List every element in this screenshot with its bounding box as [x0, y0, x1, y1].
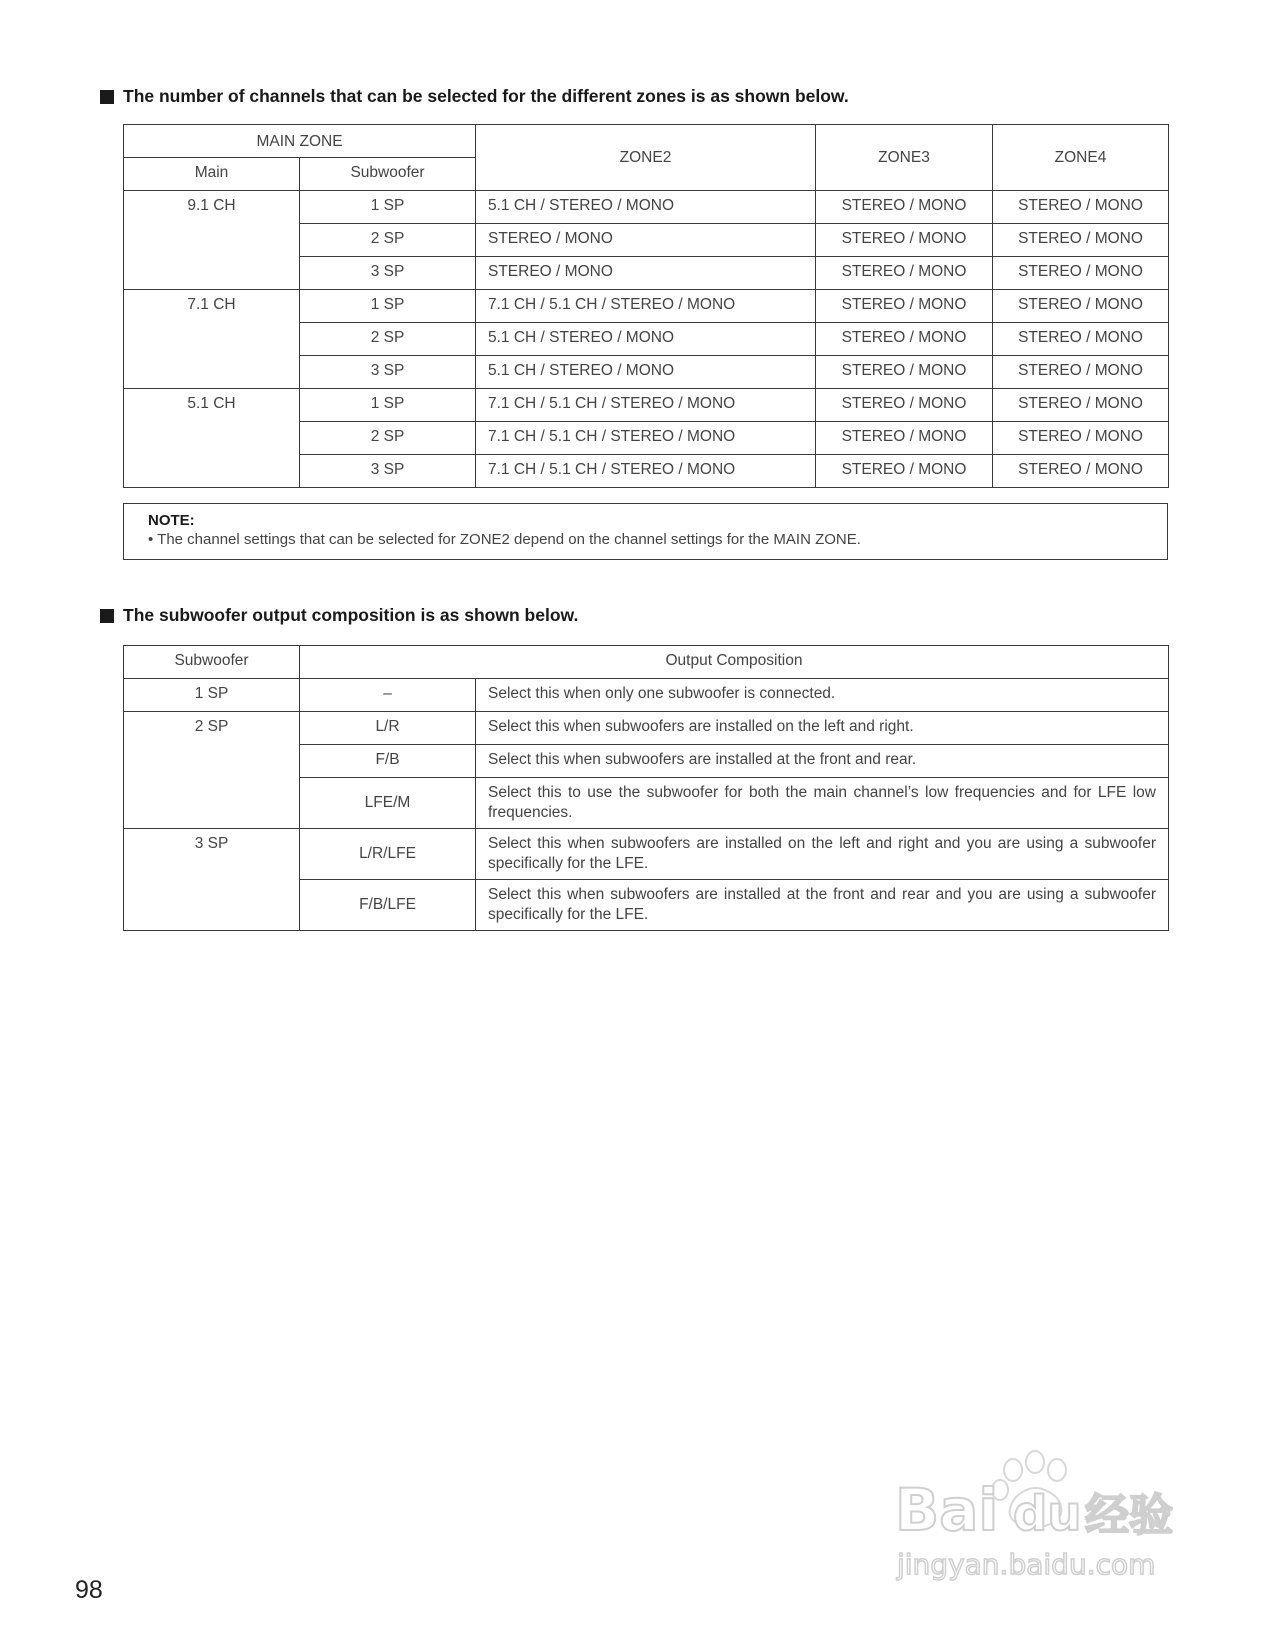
zone4-cell: STEREO / MONO	[993, 389, 1169, 422]
zone4-cell: STEREO / MONO	[993, 224, 1169, 257]
zone4-cell: STEREO / MONO	[993, 257, 1169, 290]
zone3-cell: STEREO / MONO	[816, 191, 993, 224]
zone3-cell: STEREO / MONO	[816, 257, 993, 290]
subwoofer-cell: 1 SP	[300, 290, 476, 323]
channels-section-heading	[100, 86, 849, 107]
description-cell: Select this when subwoofers are installed at the front and rear and you are using a subwoofer specifically for the LFE.	[476, 880, 1169, 931]
main-channel-cell: 9.1 CH	[124, 191, 300, 290]
zone4-cell: STEREO / MONO	[993, 455, 1169, 488]
zone2-cell: STEREO / MONO	[476, 257, 816, 290]
svg-text:Bai: Bai	[895, 1476, 999, 1544]
subwoofer-count-cell: 1 SP	[124, 679, 300, 712]
zone2-cell: 5.1 CH / STEREO / MONO	[476, 323, 816, 356]
page-number: 98	[75, 1576, 103, 1604]
description-cell: Select this when subwoofers are installed at the front and rear.	[476, 745, 1169, 778]
zone2-cell: 7.1 CH / 5.1 CH / STEREO / MONO	[476, 389, 816, 422]
zone3-cell: STEREO / MONO	[816, 290, 993, 323]
subwoofer-cell: 2 SP	[300, 422, 476, 455]
zone4-cell: STEREO / MONO	[993, 191, 1169, 224]
svg-text:du: du	[1013, 1486, 1082, 1542]
zone2-cell: 5.1 CH / STEREO / MONO	[476, 356, 816, 389]
mode-cell: L/R/LFE	[300, 829, 476, 880]
main-channel-cell: 7.1 CH	[124, 290, 300, 389]
description-cell: Select this when subwoofers are installed on the left and right.	[476, 712, 1169, 745]
table-row	[124, 191, 1169, 224]
header-subwoofer: Subwoofer	[300, 158, 476, 191]
zone3-cell: STEREO / MONO	[816, 422, 993, 455]
channels-heading-text: The number of channels that can be selected for the different zones is as shown below.	[123, 86, 849, 106]
note-box	[123, 503, 1168, 560]
subwoofer-cell: 3 SP	[300, 356, 476, 389]
header-zone3: ZONE3	[816, 125, 993, 191]
note-title: NOTE:	[148, 512, 195, 529]
header-main: Main	[124, 158, 300, 191]
zone2-cell: 7.1 CH / 5.1 CH / STEREO / MONO	[476, 290, 816, 323]
subwoofer-cell: 3 SP	[300, 455, 476, 488]
mode-cell: LFE/M	[300, 778, 476, 829]
zone3-cell: STEREO / MONO	[816, 224, 993, 257]
zone3-cell: STEREO / MONO	[816, 389, 993, 422]
svg-text:经验: 经验	[1085, 1490, 1173, 1541]
table-header-row	[124, 646, 1169, 679]
subwoofer-count-cell: 2 SP	[124, 712, 300, 829]
zone4-cell: STEREO / MONO	[993, 323, 1169, 356]
zone2-cell: 5.1 CH / STEREO / MONO	[476, 191, 816, 224]
table-row	[124, 679, 1169, 712]
header-subwoofer: Subwoofer	[124, 646, 300, 679]
table-row	[124, 829, 1169, 880]
subwoofer-count-cell: 3 SP	[124, 829, 300, 931]
subwoofer-output-table	[123, 645, 1169, 931]
zone3-cell: STEREO / MONO	[816, 455, 993, 488]
zone-channels-table	[123, 124, 1169, 488]
subwoofer-section-heading	[100, 605, 578, 626]
main-channel-cell: 5.1 CH	[124, 389, 300, 488]
subwoofer-cell: 1 SP	[300, 191, 476, 224]
baidu-watermark-logo	[895, 1448, 1195, 1598]
subwoofer-cell: 2 SP	[300, 224, 476, 257]
table-row	[124, 290, 1169, 323]
mode-cell: –	[300, 679, 476, 712]
header-zone2: ZONE2	[476, 125, 816, 191]
zone3-cell: STEREO / MONO	[816, 356, 993, 389]
zone2-cell: 7.1 CH / 5.1 CH / STEREO / MONO	[476, 455, 816, 488]
table-header-row	[124, 125, 1169, 158]
header-main-zone: MAIN ZONE	[124, 125, 476, 158]
table-row	[124, 712, 1169, 745]
description-cell: Select this when subwoofers are installed on the left and right and you are using a subwoofer specifically for the LFE.	[476, 829, 1169, 880]
mode-cell: L/R	[300, 712, 476, 745]
zone2-cell: STEREO / MONO	[476, 224, 816, 257]
note-bullet-icon: •	[148, 531, 154, 548]
description-cell: Select this to use the subwoofer for both the main channel’s low frequencies and for LFE low frequencies.	[476, 778, 1169, 829]
note-bullet-item	[148, 531, 1143, 548]
note-text: The channel settings that can be selected for ZONE2 depend on the channel settings for the MAIN ZONE.	[157, 531, 861, 548]
header-output-composition: Output Composition	[300, 646, 1169, 679]
mode-cell: F/B	[300, 745, 476, 778]
table-row	[124, 389, 1169, 422]
bullet-square-icon	[100, 90, 114, 104]
subwoofer-heading-text: The subwoofer output composition is as shown below.	[123, 605, 579, 625]
description-cell: Select this when only one subwoofer is connected.	[476, 679, 1169, 712]
mode-cell: F/B/LFE	[300, 880, 476, 931]
subwoofer-cell: 3 SP	[300, 257, 476, 290]
zone3-cell: STEREO / MONO	[816, 323, 993, 356]
header-zone4: ZONE4	[993, 125, 1169, 191]
svg-text:jingyan.baidu.com: jingyan.baidu.com	[897, 1548, 1156, 1581]
bullet-square-icon	[100, 609, 114, 623]
subwoofer-cell: 1 SP	[300, 389, 476, 422]
zone2-cell: 7.1 CH / 5.1 CH / STEREO / MONO	[476, 422, 816, 455]
zone4-cell: STEREO / MONO	[993, 356, 1169, 389]
zone4-cell: STEREO / MONO	[993, 290, 1169, 323]
subwoofer-cell: 2 SP	[300, 323, 476, 356]
zone4-cell: STEREO / MONO	[993, 422, 1169, 455]
